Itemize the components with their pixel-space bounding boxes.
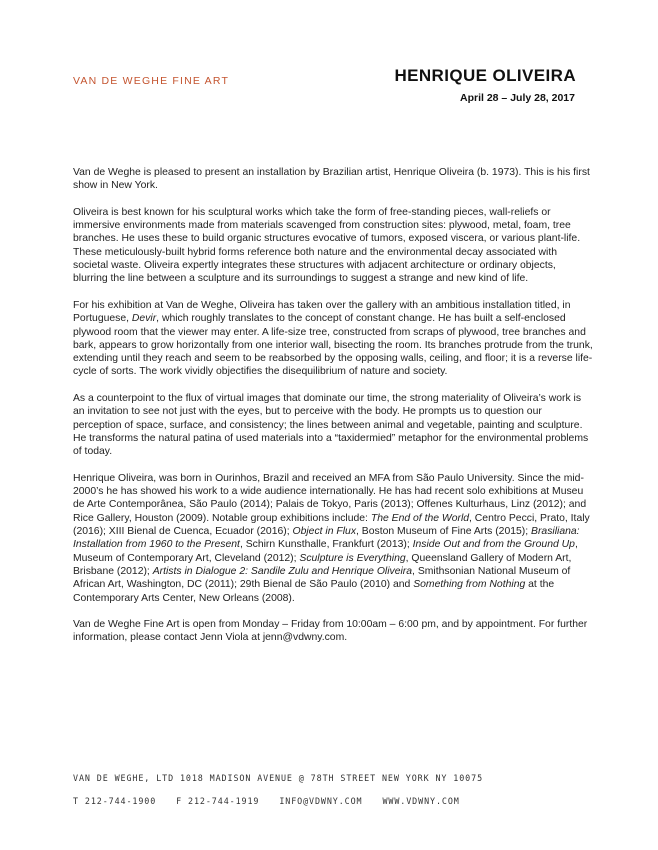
- footer-website: WWW.VDWNY.COM: [382, 796, 460, 806]
- exhibition-dates: April 28 – July 28, 2017: [460, 92, 575, 104]
- intro-paragraph: Van de Weghe is pleased to present an installation by Brazilian artist, Henrique Oliveira (b. 1973). This is his first show in New York.: [73, 167, 590, 192]
- footer-contact: [73, 796, 474, 806]
- press-release-body: [73, 166, 593, 658]
- materiality-paragraph: As a counterpoint to the flux of virtual images that dominate our time, the strong materiality of Oliveira’s work is an invitation to see not just with the eyes, but to perceive with the body. He prompts us to question our perception of space, surface, and consistency; the lines between animal and vegetable, painting and sculpture. He transforms the natural patina of used materials into a “taxidermied” metaphor for the environmental problems of today.: [73, 393, 589, 458]
- visiting-info-paragraph: Van de Weghe Fine Art is open from Monday – Friday from 10:00am – 6:00 pm, and by appointment. For further information, please contact Jenn Viola at jenn@vdwny.com.: [73, 619, 588, 644]
- footer-phone: T 212-744-1900: [73, 796, 157, 806]
- footer-address: VAN DE WEGHE, LTD 1018 MADISON AVENUE @ 78TH STREET NEW YORK NY 10075: [73, 773, 484, 783]
- exhibition-paragraph: For his exhibition at Van de Weghe, Oliveira has taken over the gallery with an ambitious installation titled, in Portuguese, Devir, which roughly translates to the concept of constant change. He has built a self-enclosed plywood room that the viewer may enter. A life-size tree, constructed from scraps of plywood, tree branches and bark, appears to grow horizontally from one interior wall, bisecting the room. Its branches protrude from the trunk, extending until they reach and seem to be reabsorbed by the opposing walls, ceiling, and floor; it is a reverse life-cycle of sorts. The work vividly objectifies the disequilibrium of nature and society.: [73, 299, 593, 378]
- artist-name-title: HENRIQUE OLIVEIRA: [394, 66, 576, 85]
- gallery-name: VAN DE WEGHE FINE ART: [73, 75, 230, 87]
- footer-fax: F 212-744-1919: [176, 796, 260, 806]
- practice-paragraph: Oliveira is best known for his sculptural works which take the form of free-standing pieces, wall-reliefs or immersive environments made from materials scavenged from construction sites: plywood, metal, foam, tree branches. He uses these to build organic structures evocative of tumors, exposed viscera, or various plant-life. These meticulously-built hybrid forms reference both nature and the environmental decay associated with societal waste. Oliveira expertly integrates these structures with adjacent architecture or ordinary objects, blurring the line between a sculpture and its surroundings to suggest a strange and new kind of life.: [73, 206, 581, 285]
- biography-paragraph: Henrique Oliveira, was born in Ourinhos, Brazil and received an MFA from São Paulo University. Since the mid-2000’s he has showed his work to a wide audience internationally. He has had recent solo exhibitions at Museu de Arte Contemporânea, São Paulo (2014); Palais de Tokyo, Paris (2013); Offenes Kulturhaus, Linz (2012); and Rice Gallery, Houston (2009). Notable group exhibitions include: The End of the World, Centro Pecci, Prato, Italy (2016); XIII Bienal de Cuenca, Ecuador (2016); Object in Flux, Boston Museum of Fine Arts (2015); Brasiliana: Installation from 1960 to the Present, Schirn Kunsthalle, Frankfurt (2013); Inside Out and from the Ground Up, Museum of Contemporary Art, Cleveland (2012); Sculpture is Everything, Queensland Gallery of Modern Art, Brisbane (2012); Artists in Dialogue 2: Sandile Zulu and Henrique Oliveira, Smithsonian National Museum of African Art, Washington, DC (2011); 29th Bienal de São Paulo (2010) and Something from Nothing at the Contemporary Arts Center, New Orleans (2008).: [73, 472, 590, 604]
- footer-email: INFO@VDWNY.COM: [279, 796, 363, 806]
- work-title: Devir: [131, 313, 157, 325]
